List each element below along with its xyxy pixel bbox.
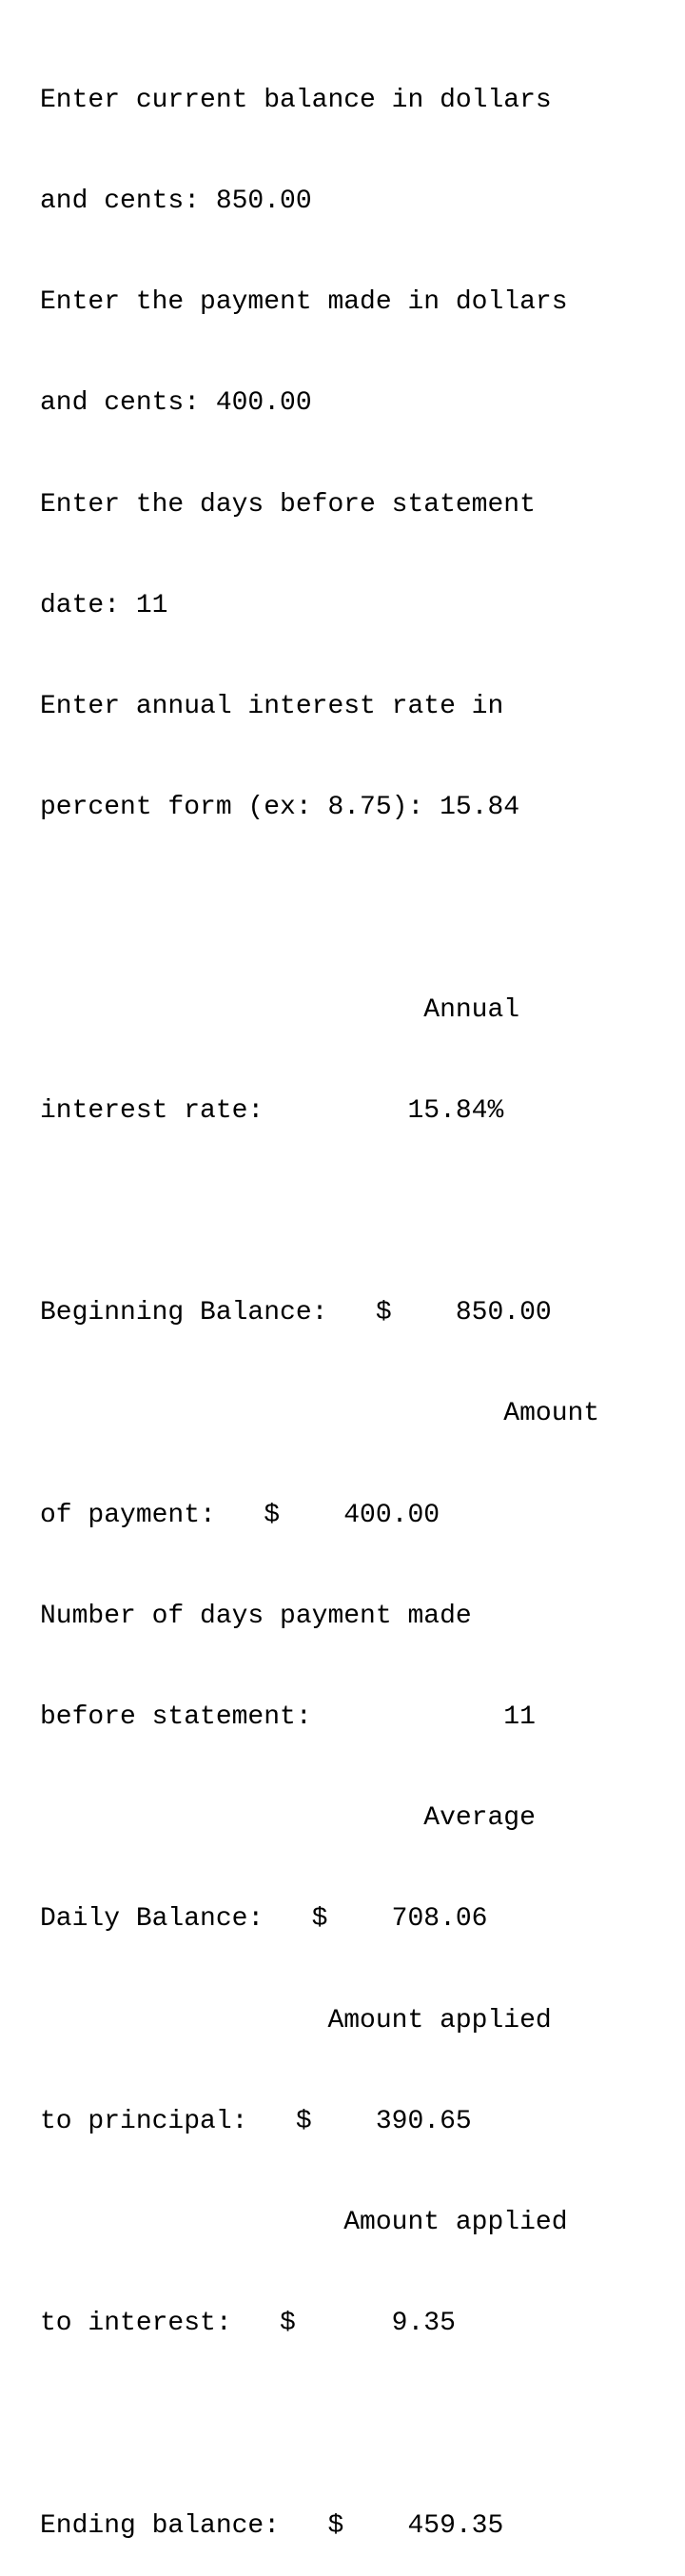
- console-line: interest rate: 15.84%: [40, 1095, 504, 1126]
- console-line: Ending balance: $ 459.35: [40, 2510, 504, 2541]
- console-line: [40, 1195, 668, 1229]
- console-line: and cents: 850.00: [40, 187, 312, 217]
- console-line: to principal: $ 390.65: [40, 2106, 472, 2136]
- console-line: Amount: [40, 1399, 600, 1429]
- console-line: Enter annual interest rate in: [40, 692, 504, 722]
- console-line: Average: [40, 1803, 536, 1834]
- console-output: [40, 16, 668, 2576]
- console-line: percent form (ex: 8.75): 15.84: [40, 793, 520, 823]
- console-line: Amount applied: [40, 2208, 568, 2238]
- console-line: Enter the days before statement: [40, 489, 536, 520]
- console-line: [40, 2408, 668, 2441]
- console-line: date: 11: [40, 590, 168, 620]
- console-line: to interest: $ 9.35: [40, 2309, 456, 2339]
- console-line: and cents: 400.00: [40, 388, 312, 419]
- console-line: Annual: [40, 994, 520, 1025]
- console-line: Beginning Balance: $ 850.00: [40, 1298, 552, 1328]
- console-line: Enter current balance in dollars: [40, 85, 552, 115]
- console-line: Amount applied: [40, 2005, 552, 2035]
- console-line: Daily Balance: $ 708.06: [40, 1904, 488, 1935]
- console-line: Number of days payment made: [40, 1601, 472, 1631]
- console-line: Enter the payment made in dollars: [40, 287, 568, 318]
- console-line: before statement: 11: [40, 1702, 536, 1733]
- console-line: [40, 892, 668, 925]
- console-line: of payment: $ 400.00: [40, 1500, 440, 1530]
